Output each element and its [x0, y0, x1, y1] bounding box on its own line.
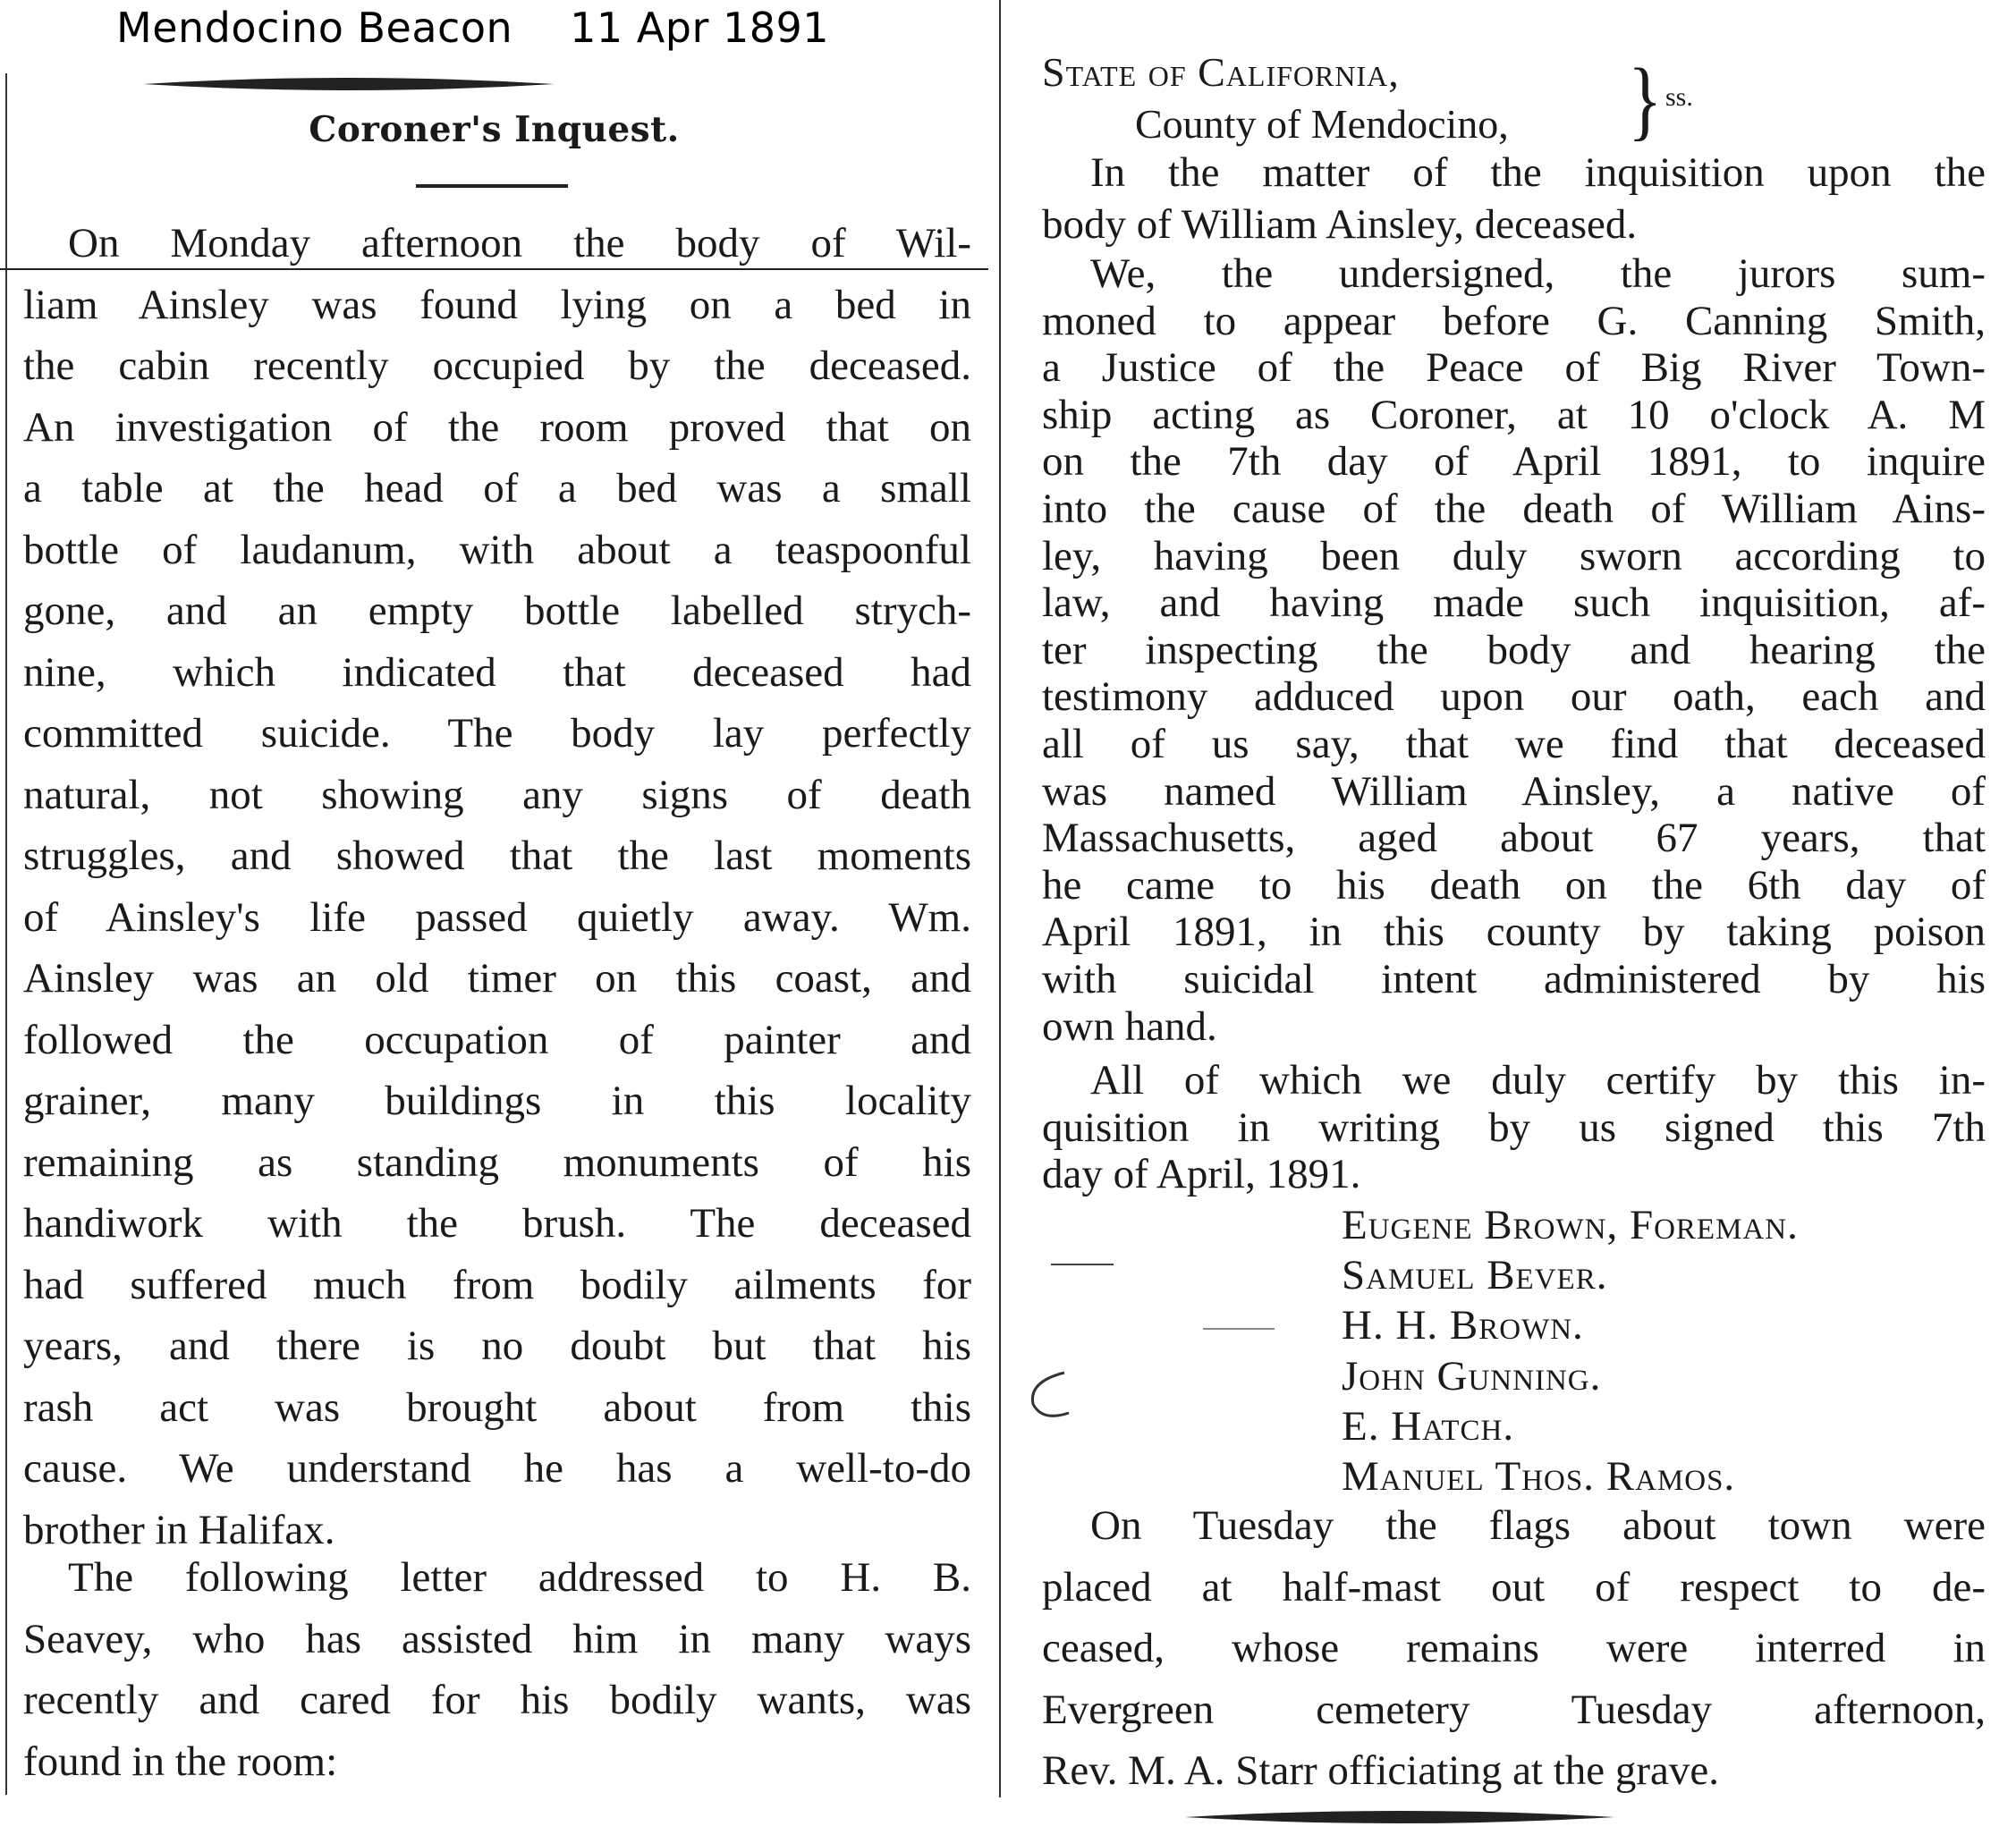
- text-line: ceased, whose remains were interred in: [1042, 1625, 1986, 1671]
- text-line: followed the occupation of painter and: [23, 1016, 971, 1063]
- text-line: handiwork with the brush. The deceased: [23, 1200, 971, 1247]
- footer-swash-ornament: [1185, 1806, 1614, 1828]
- text-line: had suffered much from bodily ailments for: [23, 1261, 971, 1308]
- publication-date: 11 Apr 1891: [570, 4, 830, 52]
- text-line: a table at the head of a bed was a small: [23, 465, 971, 512]
- text-line: nine, which indicated that deceased had: [23, 648, 971, 696]
- left-column-rule: [5, 73, 7, 1795]
- signer-name: E. Hatch.: [1342, 1402, 1515, 1450]
- text-line: remaining as standing monuments of his: [23, 1138, 971, 1186]
- signer-name: Manuel Thos. Ramos.: [1342, 1453, 1736, 1501]
- text-line: he came to his death on the 6th day of: [1042, 861, 1986, 909]
- brace-glyph: }: [1628, 51, 1663, 149]
- text-line: with suicidal intent administered by his: [1042, 955, 1986, 1002]
- text-line: of Ainsley's life passed quietly away. Wm.: [23, 893, 971, 941]
- text-line: the cabin recently occupied by the deceased.: [23, 342, 971, 389]
- text-line: rash act was brought about from this: [23, 1383, 971, 1431]
- text-line: a Justice of the Peace of Big River Town-: [1042, 344, 1986, 392]
- text-line: April 1891, in this county by taking poison: [1042, 909, 1986, 956]
- center-column-rule: [999, 0, 1001, 1797]
- headline-underline: [416, 184, 568, 188]
- text-line: found in the room:: [23, 1738, 338, 1785]
- text-line: into the cause of the death of William Ains-: [1042, 485, 1986, 532]
- scan-scribble: [1020, 1364, 1082, 1426]
- text-line: liam Ainsley was found lying on a bed in: [23, 281, 971, 328]
- certification: [1042, 1057, 1986, 1198]
- text-line: Massachusetts, aged about 67 years, that: [1042, 815, 1986, 862]
- text-line: law, and having made such inquisition, af-: [1042, 579, 1986, 627]
- jury-verdict: [1042, 250, 1986, 1050]
- text-line: bottle of laudanum, with about a teaspoonful: [23, 526, 971, 573]
- juror-signatures: [1342, 1200, 1799, 1501]
- text-line: Ainsley was an old timer on this coast, and: [23, 955, 971, 1002]
- text-line: all of us say, that we find that deceased: [1042, 720, 1986, 767]
- clipping-header: [116, 4, 829, 52]
- text-line: testimony adduced upon our oath, each and: [1042, 673, 1986, 721]
- text-line: brother in Halifax.: [23, 1506, 335, 1553]
- header-swash-ornament: [143, 73, 555, 95]
- text-line: All of which we duly certify by this in-: [1090, 1057, 1986, 1104]
- text-line: Seavey, who has assisted him in many ways: [23, 1615, 971, 1662]
- inquisition-matter: [1042, 147, 1986, 250]
- text-line: on the 7th day of April 1891, to inquire: [1042, 438, 1986, 486]
- text-line: struggles, and showed that the last moments: [23, 833, 971, 879]
- signer-name: Eugene Brown, Foreman.: [1342, 1202, 1799, 1248]
- text-line: moned to appear before G. Canning Smith,: [1042, 297, 1986, 344]
- text-line: gone, and an empty bottle labelled strych-: [23, 588, 971, 634]
- text-line: cause. We understand he has a well-to-do: [23, 1445, 971, 1492]
- text-line: ter inspecting the body and hearing the: [1042, 626, 1986, 673]
- signer-name: John Gunning.: [1342, 1352, 1602, 1400]
- text-line: In the matter of the inquisition upon the: [1090, 149, 1986, 196]
- text-line: body of William Ainsley, deceased.: [1042, 201, 1638, 248]
- text-line: On Tuesday the flags about town were: [1090, 1502, 1986, 1549]
- text-line: recently and cared for his bodily wants, was: [23, 1677, 971, 1723]
- funeral-notice: [1042, 1495, 1986, 1802]
- text-line: Rev. M. A. Starr officiating at the grave.: [1042, 1747, 1720, 1794]
- venue-heading: [1042, 47, 1509, 150]
- text-line: We, the undersigned, the jurors sum-: [1090, 250, 1986, 297]
- text-line: ley, having been duly sworn according to: [1042, 532, 1986, 579]
- text-line: own hand.: [1042, 1002, 1217, 1050]
- text-line: natural, not showing any signs of death: [23, 771, 971, 818]
- text-line: placed at half-mast out of respect to de-: [1042, 1563, 1986, 1611]
- text-line: An investigation of the room proved that on: [23, 403, 971, 451]
- scan-speck: [1051, 1264, 1114, 1265]
- text-line: was named William Ainsley, a native of: [1042, 767, 1986, 815]
- newspaper-name: Mendocino Beacon: [116, 4, 513, 52]
- text-line: quisition in writing by us signed this 7th: [1042, 1104, 1986, 1151]
- text-line: committed suicide. The body lay perfectly: [23, 710, 971, 757]
- county-line: County of Mendocino,: [1135, 101, 1509, 147]
- state-line: State of California,: [1042, 49, 1400, 95]
- scan-speck: [1203, 1328, 1275, 1330]
- text-line: ship acting as Coroner, at 10 o'clock A. M: [1042, 391, 1986, 438]
- article-paragraph-1: [23, 213, 971, 1560]
- ss-abbreviation: ss.: [1665, 82, 1693, 112]
- text-line: years, and there is no doubt but that his: [23, 1323, 971, 1369]
- headline: Coroner's Inquest.: [309, 109, 680, 150]
- text-line: day of April, 1891.: [1042, 1151, 1361, 1198]
- text-line: Evergreen cemetery Tuesday afternoon,: [1042, 1686, 1986, 1733]
- text-line: grainer, many buildings in this locality: [23, 1078, 971, 1124]
- article-paragraph-2: [23, 1547, 971, 1792]
- text-line: On Monday afternoon the body of Wil-: [68, 220, 971, 266]
- signer-name: Samuel Bever.: [1342, 1252, 1608, 1299]
- text-line: The following letter addressed to H. B.: [68, 1554, 971, 1601]
- signer-name: H. H. Brown.: [1342, 1302, 1584, 1349]
